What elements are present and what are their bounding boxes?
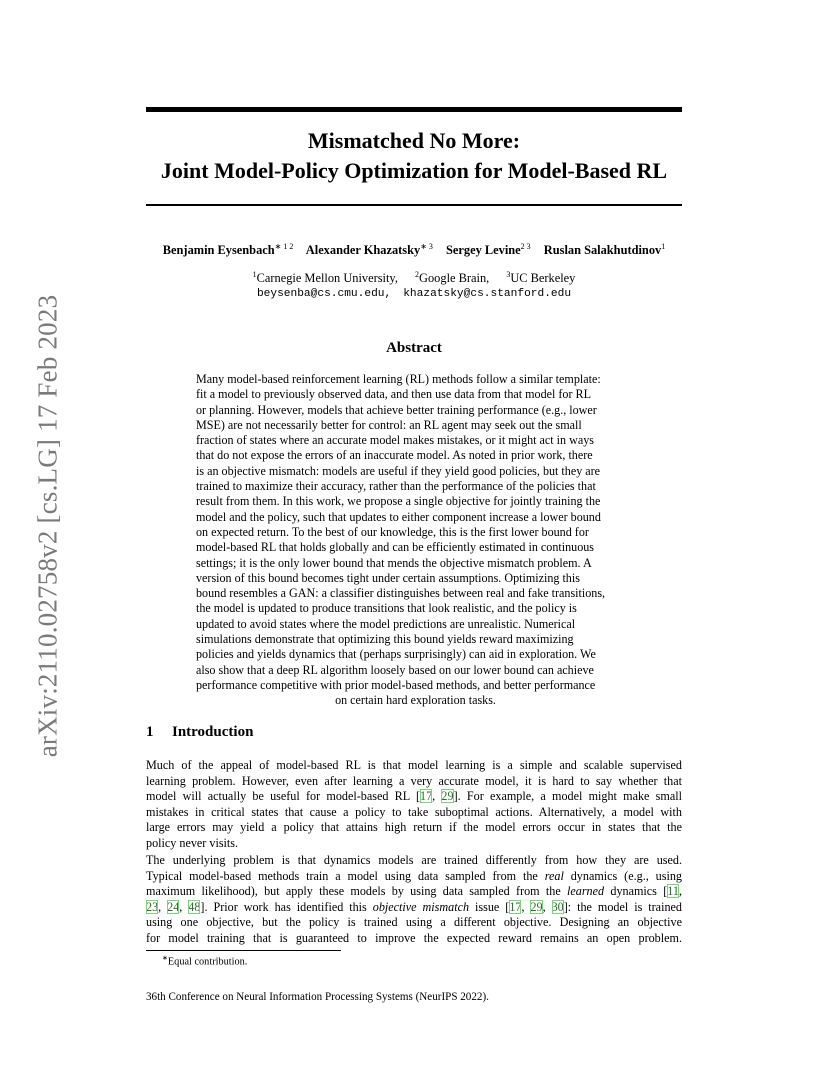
citation-link[interactable]: 30: [551, 899, 564, 914]
abstract-line: fraction of states where an accurate model makes mistakes, or it might act in ways: [196, 433, 594, 448]
abstract-line: on certain hard exploration tasks.: [335, 693, 496, 708]
author-emails: [146, 288, 682, 300]
abstract-line: result from them. In this work, we propose a single objective for jointly training the: [196, 494, 601, 509]
citation-link[interactable]: 11: [667, 884, 679, 899]
abstract-line: the model is updated to produce transitions that look realistic, and the policy is: [196, 601, 577, 616]
author-name: Sergey Levine: [446, 243, 521, 258]
author-marks: 2 3: [520, 242, 531, 251]
citation-link[interactable]: 17: [509, 899, 522, 914]
paragraph-line: The underlying problem is that dynamics models are trained differently from how they are used.: [146, 853, 682, 867]
affiliations: [146, 270, 682, 286]
author-name: Benjamin Eysenbach: [162, 243, 275, 258]
affiliation-name: Carnegie Mellon University,: [256, 271, 398, 286]
title-top-rule: [146, 107, 682, 112]
abstract-heading: Abstract: [386, 340, 442, 356]
abstract-line: trained to maximize their accuracy, rather than the performance of the policies that: [196, 479, 596, 494]
affiliation-mark: 2: [415, 270, 420, 279]
section-number: 1: [146, 724, 154, 740]
abstract-line: version of this bound becomes tight under certain assumptions. Optimizing this: [196, 570, 580, 585]
arxiv-stamp-text: arXiv:2110.02758v2 [cs.LG] 17 Feb 2023: [32, 294, 63, 758]
email: beysenba@cs.cmu.edu,: [256, 288, 392, 300]
abstract-line: Many model-based reinforcement learning (RL) methods follow a similar template:: [196, 372, 601, 386]
email: khazatsky@cs.stanford.edu: [403, 288, 572, 300]
author-marks: ∗ 1 2: [274, 242, 294, 251]
paragraph-line: model will actually be useful for model-based RL [17, 29]. For example, a model might make small: [146, 789, 682, 804]
abstract-line: also show that a deep RL algorithm loosely based on our lower bound can achieve: [196, 662, 594, 677]
affiliation-mark: 1: [252, 270, 257, 279]
paragraph-line: using one objective, but the policy is trained using a different objective. Designing an objective: [146, 915, 682, 930]
abstract-line: updated to avoid states where the model predictions are unrealistic. Numerical: [196, 616, 576, 631]
abstract-line: on expected return. To the best of our knowledge, this is the first lower bound for: [196, 524, 589, 539]
author-name: Ruslan Salakhutdinov: [543, 243, 662, 258]
abstract-line: bound resembles a GAN: a classifier distinguishes between real and fake transitions,: [196, 586, 606, 601]
abstract-line: settings; it is the only lower bound that mends the objective mismatch problem. A: [196, 555, 592, 570]
abstract-line: policies and yields dynamics that (perhaps surprisingly) can aid in exploration. We: [196, 647, 596, 662]
title-bottom-rule: [146, 204, 682, 206]
abstract-line: performance competitive with prior model-based methods, and better performance: [196, 677, 596, 692]
footnote-mark: ∗: [162, 954, 168, 962]
abstract-line: model-based RL that holds globally and can be efficiently estimated in continuous: [196, 540, 594, 555]
abstract-line: that do not expose the errors of an inaccurate model. As noted in prior work, there: [196, 448, 593, 463]
paragraph-line: for model training that is guaranteed to improve the expected reward remains an open problem.: [146, 930, 682, 945]
abstract-line: or planning. However, models that achieve better training performance (e.g., lower: [196, 402, 597, 417]
title-line-1: Mismatched No More:: [307, 128, 521, 153]
affiliation-name: Google Brain,: [419, 271, 490, 286]
author-marks: ∗ 3: [420, 242, 433, 251]
author-name: Alexander Khazatsky: [305, 243, 421, 258]
abstract-body: [196, 372, 635, 709]
abstract-line: fit a model to previously observed data, and then use data from that model for RL: [196, 387, 591, 402]
footnote-rule: [146, 950, 341, 951]
paragraph-line: policy never visits.: [146, 835, 239, 850]
paragraph-line: 23, 24, 48]. Prior work has identified this objective mismatch issue [17, 29, 30]: the model is trained: [146, 899, 682, 914]
paragraph-line: maximum likelihood), but apply these models by using data sampled from the learned dynamics [11,: [146, 884, 682, 899]
citation-link[interactable]: 23: [146, 899, 159, 914]
citation-link[interactable]: 24: [167, 899, 180, 914]
section-heading: [146, 724, 253, 741]
citation-link[interactable]: 17: [420, 789, 433, 804]
footnote: [162, 954, 247, 967]
paragraph-line: learning problem. However, even after learning a very accurate model, it is hard to say whether that: [146, 773, 682, 788]
emphasis-text: objective mismatch: [372, 899, 470, 914]
citation-link[interactable]: 29: [530, 899, 543, 914]
emphasis-text: learned: [567, 884, 605, 899]
footnote-text: Equal contribution.: [167, 956, 248, 968]
paper-title: [146, 126, 682, 186]
venue-footer: 36th Conference on Neural Information Processing Systems (NeurIPS 2022).: [146, 991, 489, 1003]
abstract-line: simulations demonstrate that optimizing this bound yields reward maximizing: [196, 632, 574, 647]
abstract-line: is an objective mismatch: models are useful if they yield good policies, but they are: [196, 463, 601, 478]
abstract-line: MSE) are not necessarily better for control: an RL agent may seek out the small: [196, 417, 582, 432]
affiliation-mark: 3: [506, 270, 511, 279]
author-marks: 1: [661, 242, 666, 251]
citation-link[interactable]: 48: [188, 899, 201, 914]
author-list: [120, 242, 708, 258]
paragraph-line: mistakes in critical states that cause a policy to take suboptimal actions. Alternatively, a model with: [146, 804, 682, 819]
affiliation-name: UC Berkeley: [510, 271, 576, 286]
intro-paragraph-2: [146, 853, 682, 947]
abstract-line: model and the policy, such that updates to either component increase a lower bound: [196, 509, 601, 524]
paragraph-line: Typical model-based methods train a model using data sampled from the real dynamics (e.g., using: [146, 868, 682, 883]
section-title: Introduction: [172, 724, 254, 740]
title-line-2: Joint Model-Policy Optimization for Model-Based RL: [160, 158, 668, 183]
emphasis-text: real: [544, 868, 564, 883]
paragraph-line: large errors may yield a policy that attains high return if the model errors occur in states that the: [146, 820, 682, 835]
intro-paragraph-1: [146, 758, 682, 852]
citation-link[interactable]: 29: [441, 789, 454, 804]
paragraph-line: Much of the appeal of model-based RL is that model learning is a simple and scalable supervised: [146, 758, 682, 772]
